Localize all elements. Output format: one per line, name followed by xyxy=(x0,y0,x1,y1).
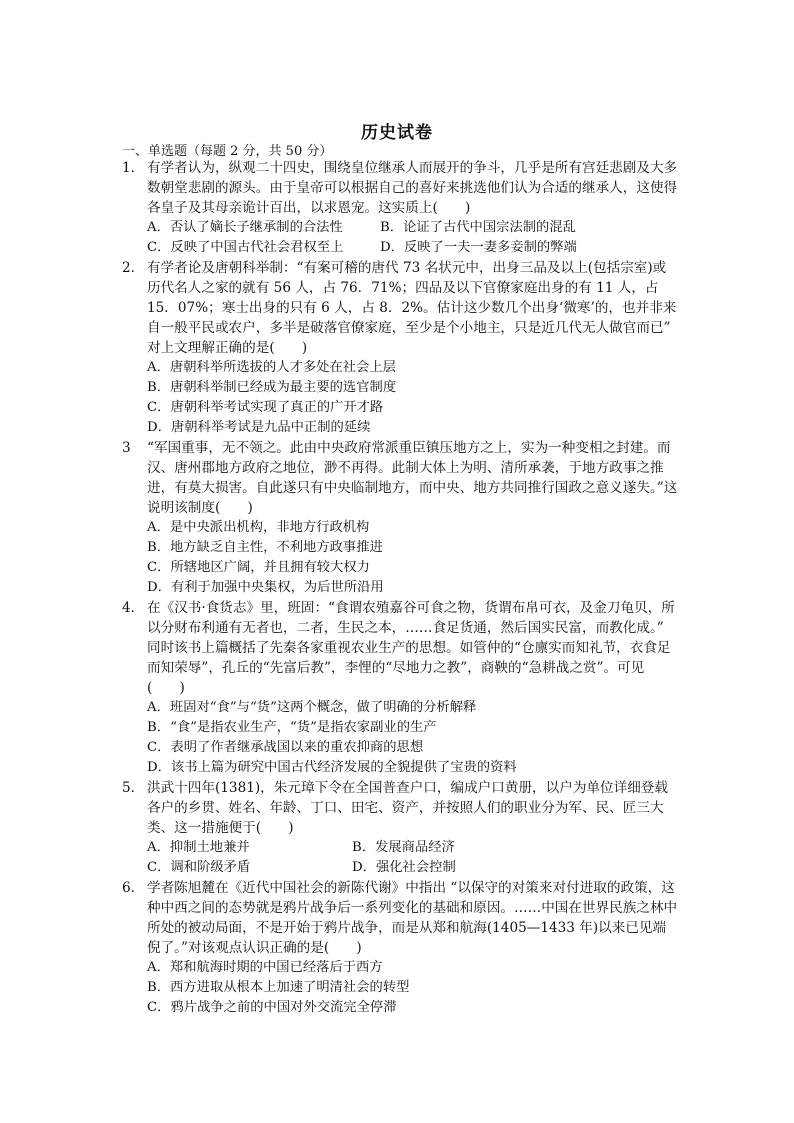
option-a: A．郑和航海时期的中国已经落后于西方 xyxy=(147,960,383,975)
question-text: “军国重事，无不领之。此由中央政府常派重臣镇压地方之上，实为一种变相之封建。而汉、唐州郡地方政府之地位，渺不再得。此制大体上为明、清所承袭，于地方政事之推进，有莫大损害。自此遂只有中央临制地方，而中央、地方共同推行国政之意义遂失。”这说明该制度( ) xyxy=(147,440,678,516)
question-text: 学者陈旭麓在《近代中国社会的新陈代谢》中指出 “以保守的对策来对付进取的政策，这种中西之间的态势就是鸦片战争后一系列变化的基础和原因。……中国在世界民族之林中所处的被动局面，不是开始于鸦片战争，而是从郑和航海(1405—1433 年)以来已见端倪了。”对该观点认识正确的是( ) xyxy=(147,880,678,956)
question-text: 有学者认为，纵观二十四史，围绕皇位继承人而展开的争斗，几乎是所有宫廷悲剧及大多数朝堂悲剧的源头。由于皇帝可以根据自己的喜好来挑选他们认为合适的继承人，这使得各皇子及其母亲诡计百出，以求恩宠。这实质上( ) xyxy=(147,160,678,216)
option-b: B．论证了古代中国宗法制的混乱 xyxy=(380,220,576,235)
option-d: D．有利于加强中央集权，为后世所沿用 xyxy=(147,580,384,595)
page-title: 历史试卷 xyxy=(361,123,433,143)
option-c: C．表明了作者继承战国以来的重农抑商的思想 xyxy=(147,740,424,755)
option-row xyxy=(147,218,679,238)
option-d: D．唐朝科举考试是九品中正制的延续 xyxy=(147,420,371,435)
option-a: A．唐朝科举所选拔的人才多处在社会上层 xyxy=(147,360,396,375)
option-b: B．西方进取从根本上加速了明清社会的转型 xyxy=(147,980,410,995)
option-c: C．调和阶级矛盾 xyxy=(147,860,251,875)
question-stem xyxy=(0,878,794,958)
options xyxy=(0,958,794,1018)
question-5 xyxy=(0,778,794,878)
option-row xyxy=(147,858,679,878)
option-a: A．班固对“食”与“货”这两个概念，做了明确的分析解释 xyxy=(147,700,477,715)
option-c: C．所辖地区广阔，并且拥有较大权力 xyxy=(147,560,370,575)
options xyxy=(0,218,794,258)
option-a: A．是中央派出机构，非地方行政机构 xyxy=(147,520,370,535)
question-text: 有学者论及唐朝科举制：“有案可稽的唐代 73 名状元中，出身三品及以上(包括宗室)或历代名人之家的就有 56 人，占 76．71%；四品及以下官僚家庭出身的有 11 人，占 15．07%；寒士出身的只有 6 人，占 8．2%。估计这少数几个出身‘微寒’的，也并非来自一般平民或农户，多半是破落官僚家庭，至少是个小地主，只是近几代无人做官而已” 对上文理解正确的是( ) xyxy=(147,260,677,356)
question-stem xyxy=(0,158,794,218)
options xyxy=(0,358,794,438)
question-1 xyxy=(0,158,794,258)
section-heading: 一、单选题（每题 2 分，共 50 分） xyxy=(122,144,333,159)
question-3 xyxy=(0,438,794,598)
question-stem xyxy=(0,598,794,698)
option-a: A．抑制土地兼并 xyxy=(147,840,250,855)
question-number: 5． xyxy=(122,780,145,796)
option-row xyxy=(147,838,679,858)
options xyxy=(0,518,794,598)
question-text: 在《汉书·食货志》里，班固：“食谓农殖嘉谷可食之物，货谓布帛可衣，及金刀龟贝，所以分财布利通有无者也，二者，生民之本，……食足货通，然后国实民富，而教化成。” 同时该书上篇概括了先秦各家重视农业生产的思想。如管仲的“仓廪实而知礼节，衣食足而知荣辱”，孔丘的“先富后教”，李悝的“尽地力之教”，商鞅的“急耕战之赏”。可见( ) xyxy=(147,600,675,696)
option-c: C．唐朝科举考试实现了真正的广开才路 xyxy=(147,400,384,415)
option-b: B．唐朝科举制已经成为最主要的选官制度 xyxy=(147,380,397,395)
option-d: D．强化社会控制 xyxy=(352,860,456,875)
question-6 xyxy=(0,878,794,1018)
question-number: 3 xyxy=(122,440,131,456)
options xyxy=(0,838,794,878)
question-stem xyxy=(0,778,794,838)
question-stem xyxy=(0,258,794,358)
question-list xyxy=(0,158,794,1018)
option-b: B．“食”是指农业生产，“货”是指农家副业的生产 xyxy=(147,720,437,735)
question-4 xyxy=(0,598,794,778)
question-2 xyxy=(0,258,794,438)
option-b: B．发展商品经济 xyxy=(352,840,455,855)
option-a: A．否认了嫡长子继承制的合法性 xyxy=(147,220,343,235)
option-b: B．地方缺乏自主性，不利地方政事推进 xyxy=(147,540,383,555)
question-number: 6． xyxy=(122,880,145,896)
option-c: C．鸦片战争之前的中国对外交流完全停滞 xyxy=(147,1000,397,1015)
question-number: 1． xyxy=(122,160,145,176)
question-text: 洪武十四年(1381)，朱元璋下令在全国普查户口，编成户口黄册，以户为单位详细登载各户的乡贯、姓名、年龄、丁口、田宅、资产，并按照人们的职业分为军、民、匠三大类、这一措施便于( ) xyxy=(147,780,668,836)
option-c: C．反映了中国古代社会君权至上 xyxy=(147,240,344,255)
option-d: D．该书上篇为研究中国古代经济发展的全貌提供了宝贵的资料 xyxy=(147,760,517,775)
options xyxy=(0,698,794,778)
option-d: D．反映了一夫一妻多妾制的弊端 xyxy=(380,240,577,255)
question-number: 2． xyxy=(122,260,145,276)
question-number: 4． xyxy=(122,600,145,616)
option-row xyxy=(147,238,679,258)
question-stem xyxy=(0,438,794,518)
